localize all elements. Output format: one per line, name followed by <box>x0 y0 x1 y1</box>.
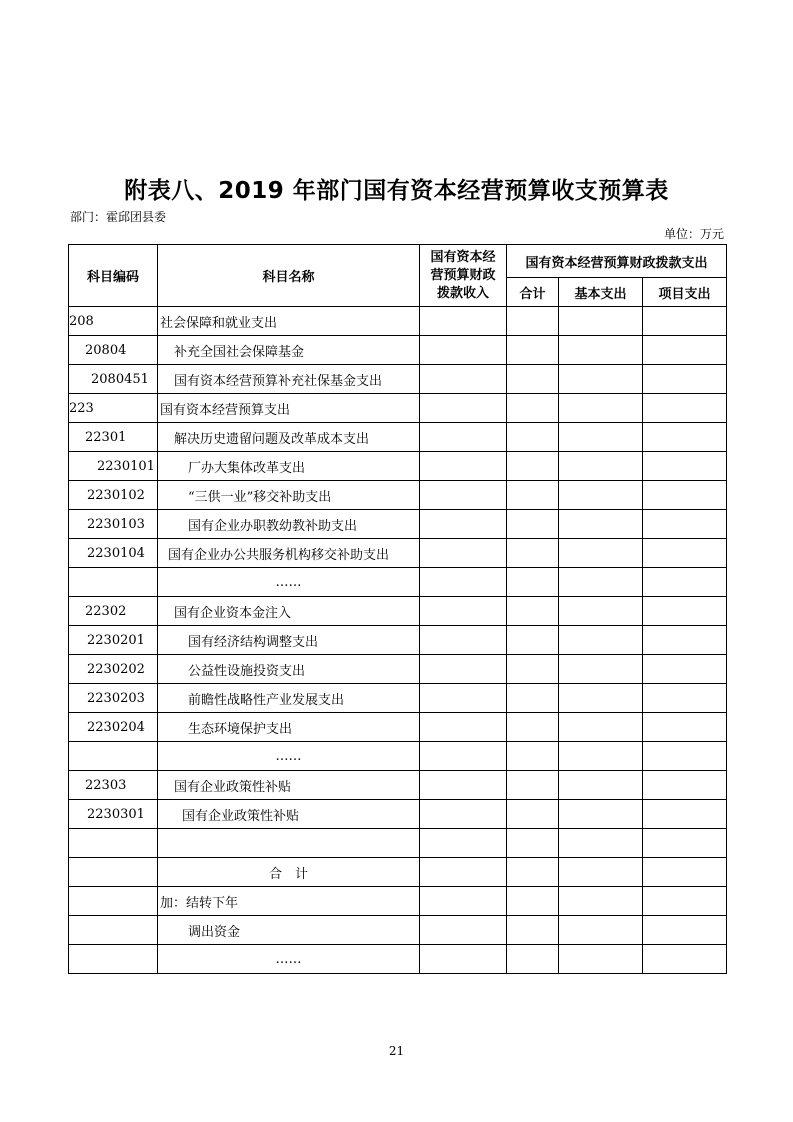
row-name: …… <box>158 945 420 974</box>
row-basic-value <box>559 713 643 742</box>
header-project: 项目支出 <box>643 278 727 307</box>
table-row <box>69 510 727 539</box>
row-project-value <box>643 771 727 800</box>
table-row <box>69 568 727 597</box>
row-code: 2230204 <box>69 713 158 742</box>
row-basic-value <box>559 945 643 974</box>
header-basic: 基本支出 <box>559 278 643 307</box>
row-basic-value <box>559 771 643 800</box>
row-total-value <box>507 626 559 655</box>
row-basic-value <box>559 539 643 568</box>
table-row <box>69 597 727 626</box>
table-row <box>69 626 727 655</box>
table-row <box>69 394 727 423</box>
table-row <box>69 655 727 684</box>
row-basic-value <box>559 307 643 336</box>
table-row <box>69 365 727 394</box>
row-income-value <box>420 597 507 626</box>
table-row <box>69 423 727 452</box>
row-code: 2230203 <box>69 684 158 713</box>
row-code: 223 <box>69 394 158 423</box>
row-code <box>69 858 158 887</box>
row-code: 208 <box>69 307 158 336</box>
table-row <box>69 829 727 858</box>
row-name: 前瞻性战略性产业发展支出 <box>158 684 420 713</box>
row-project-value <box>643 568 727 597</box>
row-basic-value <box>559 394 643 423</box>
row-basic-value <box>559 858 643 887</box>
row-income-value <box>420 336 507 365</box>
row-basic-value <box>559 887 643 916</box>
row-project-value <box>643 423 727 452</box>
row-total-value <box>507 713 559 742</box>
table-row <box>69 800 727 829</box>
row-project-value <box>643 742 727 771</box>
row-project-value <box>643 452 727 481</box>
row-name: 国有企业政策性补贴 <box>158 800 420 829</box>
row-project-value <box>643 800 727 829</box>
row-name: 解决历史遗留问题及改革成本支出 <box>158 423 420 452</box>
row-total-value <box>507 510 559 539</box>
row-name: 厂办大集体改革支出 <box>158 452 420 481</box>
row-income-value <box>420 394 507 423</box>
row-project-value <box>643 539 727 568</box>
row-income-value <box>420 713 507 742</box>
row-total-value <box>507 655 559 684</box>
row-name: 公益性设施投资支出 <box>158 655 420 684</box>
row-income-value <box>420 771 507 800</box>
row-total-value <box>507 597 559 626</box>
row-income-value <box>420 568 507 597</box>
row-total-value <box>507 800 559 829</box>
row-income-value <box>420 945 507 974</box>
row-basic-value <box>559 655 643 684</box>
row-project-value <box>643 307 727 336</box>
row-code <box>69 945 158 974</box>
row-project-value <box>643 655 727 684</box>
row-basic-value <box>559 481 643 510</box>
row-code <box>69 916 158 945</box>
row-income-value <box>420 365 507 394</box>
row-total-value <box>507 771 559 800</box>
row-code: 22302 <box>69 597 158 626</box>
row-basic-value <box>559 568 643 597</box>
row-name: 加：结转下年 <box>158 887 420 916</box>
row-name: 生态环境保护支出 <box>158 713 420 742</box>
table-row <box>69 713 727 742</box>
row-total-value <box>507 452 559 481</box>
row-name: …… <box>158 568 420 597</box>
row-total-value <box>507 481 559 510</box>
table-row <box>69 887 727 916</box>
row-name: 国有资本经营预算支出 <box>158 394 420 423</box>
row-basic-value <box>559 800 643 829</box>
row-income-value <box>420 655 507 684</box>
row-name: 国有企业办公共服务机构移交补助支出 <box>158 539 420 568</box>
row-project-value <box>643 510 727 539</box>
row-basic-value <box>559 423 643 452</box>
row-code: 2230102 <box>69 481 158 510</box>
row-total-value <box>507 684 559 713</box>
row-total-value <box>507 365 559 394</box>
row-basic-value <box>559 510 643 539</box>
row-total-value <box>507 423 559 452</box>
row-income-value <box>420 800 507 829</box>
table-row <box>69 742 727 771</box>
row-income-value <box>420 452 507 481</box>
header-expenditure-group: 国有资本经营预算财政拨款支出 <box>507 245 727 278</box>
row-name: 国有企业政策性补贴 <box>158 771 420 800</box>
row-total-value <box>507 307 559 336</box>
row-code: 20804 <box>69 336 158 365</box>
row-total-value <box>507 336 559 365</box>
row-name: “三供一业”移交补助支出 <box>158 481 420 510</box>
row-total-value <box>507 742 559 771</box>
row-name: 补充全国社会保障基金 <box>158 336 420 365</box>
table-row <box>69 539 727 568</box>
row-total-value <box>507 568 559 597</box>
row-name: 国有资本经营预算补充社保基金支出 <box>158 365 420 394</box>
row-project-value <box>643 858 727 887</box>
row-project-value <box>643 713 727 742</box>
unit-label: 单位：万元 <box>663 227 724 241</box>
row-code: 2230201 <box>69 626 158 655</box>
row-total-value <box>507 945 559 974</box>
row-name: …… <box>158 742 420 771</box>
header-income: 国有资本经营预算财政拨款收入 <box>420 245 507 307</box>
row-name: 国有企业资本金注入 <box>158 597 420 626</box>
row-name: 国有企业办职教幼教补助支出 <box>158 510 420 539</box>
row-basic-value <box>559 626 643 655</box>
row-total-value <box>507 829 559 858</box>
row-name: 国有经济结构调整支出 <box>158 626 420 655</box>
row-code <box>69 742 158 771</box>
row-project-value <box>643 394 727 423</box>
header-code: 科目编码 <box>69 245 158 307</box>
table-row <box>69 452 727 481</box>
table-row <box>69 916 727 945</box>
header-total: 合计 <box>507 278 559 307</box>
row-code: 2230301 <box>69 800 158 829</box>
row-project-value <box>643 887 727 916</box>
row-project-value <box>643 626 727 655</box>
row-total-value <box>507 916 559 945</box>
row-project-value <box>643 336 727 365</box>
row-basic-value <box>559 365 643 394</box>
row-income-value <box>420 539 507 568</box>
table-row <box>69 481 727 510</box>
budget-table <box>68 244 727 974</box>
table-row <box>69 336 727 365</box>
row-income-value <box>420 916 507 945</box>
row-income-value <box>420 829 507 858</box>
row-code <box>69 887 158 916</box>
row-name: 合 计 <box>158 858 420 887</box>
row-basic-value <box>559 916 643 945</box>
row-income-value <box>420 307 507 336</box>
row-project-value <box>643 481 727 510</box>
row-code: 2230101 <box>69 452 158 481</box>
row-name: 调出资金 <box>158 916 420 945</box>
row-code: 22303 <box>69 771 158 800</box>
row-name <box>158 829 420 858</box>
row-total-value <box>507 858 559 887</box>
row-name: 社会保障和就业支出 <box>158 307 420 336</box>
row-code <box>69 829 158 858</box>
row-income-value <box>420 481 507 510</box>
row-code: 2230103 <box>69 510 158 539</box>
row-project-value <box>643 684 727 713</box>
department-label: 部门：霍邱团县委 <box>70 210 167 224</box>
row-income-value <box>420 742 507 771</box>
header-name: 科目名称 <box>158 245 420 307</box>
row-project-value <box>643 945 727 974</box>
row-project-value <box>643 597 727 626</box>
row-income-value <box>420 423 507 452</box>
row-code: 2230202 <box>69 655 158 684</box>
row-code: 2080451 <box>69 365 158 394</box>
table-row <box>69 771 727 800</box>
table-row <box>69 945 727 974</box>
row-code: 22301 <box>69 423 158 452</box>
row-income-value <box>420 510 507 539</box>
row-project-value <box>643 916 727 945</box>
row-total-value <box>507 539 559 568</box>
page-number: 21 <box>388 1044 405 1058</box>
row-project-value <box>643 829 727 858</box>
row-project-value <box>643 365 727 394</box>
row-basic-value <box>559 684 643 713</box>
table-row <box>69 858 727 887</box>
table-row <box>69 307 727 336</box>
table-row <box>69 684 727 713</box>
row-basic-value <box>559 597 643 626</box>
row-total-value <box>507 394 559 423</box>
row-basic-value <box>559 829 643 858</box>
row-basic-value <box>559 336 643 365</box>
row-income-value <box>420 626 507 655</box>
row-income-value <box>420 858 507 887</box>
row-income-value <box>420 684 507 713</box>
row-basic-value <box>559 452 643 481</box>
row-basic-value <box>559 742 643 771</box>
row-code: 2230104 <box>69 539 158 568</box>
page-title: 附表八、2019 年部门国有资本经营预算收支预算表 <box>124 178 669 204</box>
row-income-value <box>420 887 507 916</box>
row-total-value <box>507 887 559 916</box>
row-code <box>69 568 158 597</box>
